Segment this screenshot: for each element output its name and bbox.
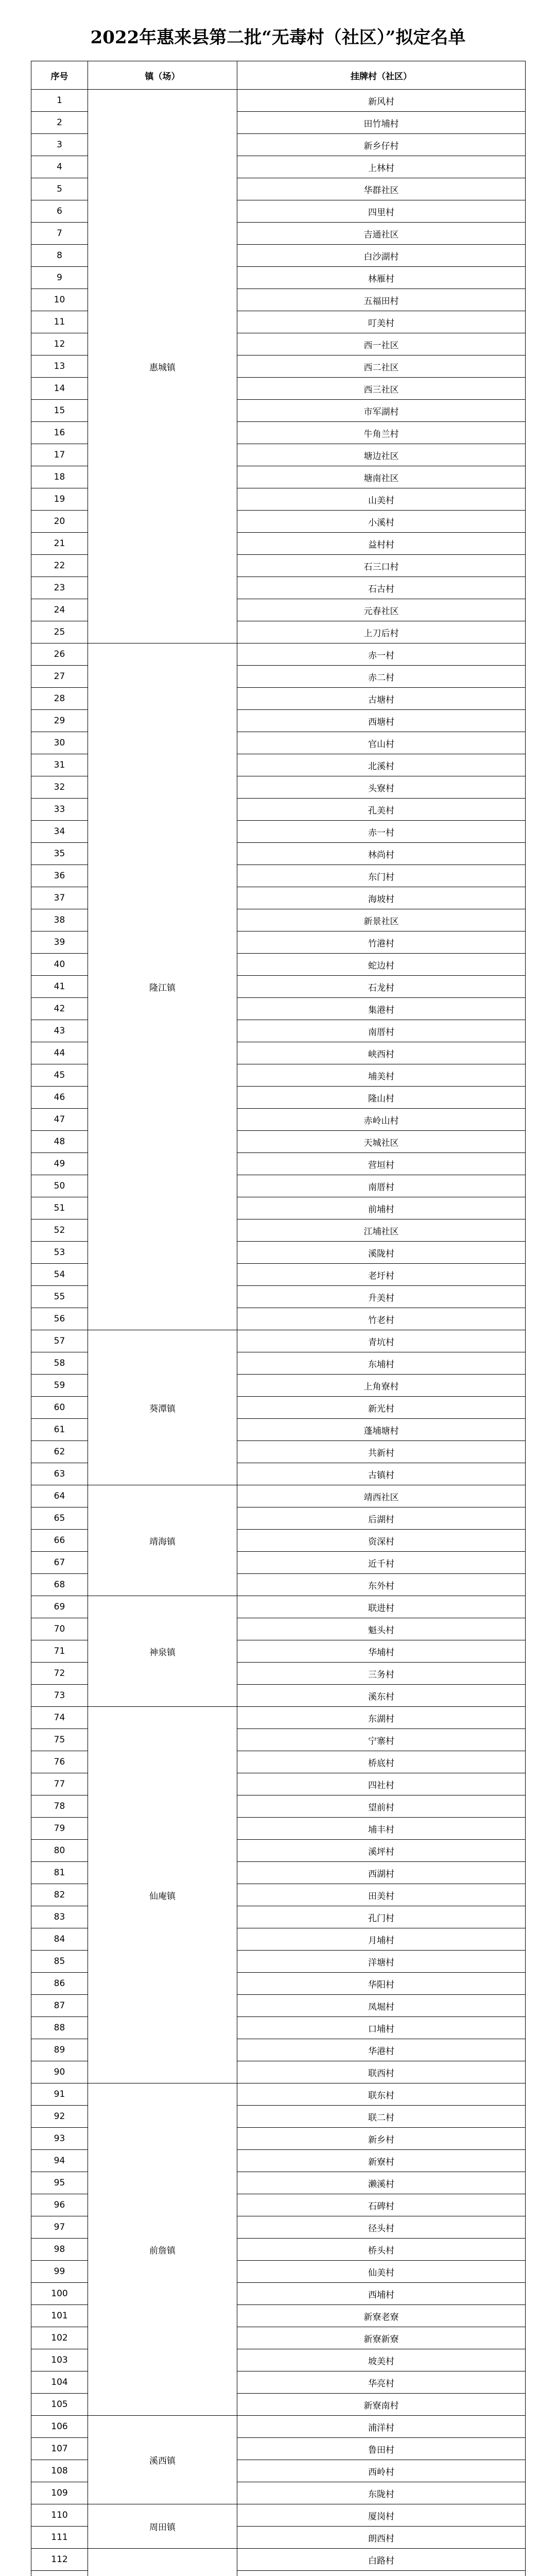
table-row: [31, 1485, 526, 1507]
row-number: 21: [31, 533, 88, 555]
village-cell: 西塘村: [237, 710, 526, 732]
row-number: 43: [31, 1020, 88, 1042]
row-number: 68: [31, 1574, 88, 1596]
village-cell: 华亮村: [237, 2371, 526, 2394]
row-number: 100: [31, 2283, 88, 2305]
village-cell: 桥头村: [237, 2239, 526, 2261]
row-number: 16: [31, 422, 88, 444]
row-number: 106: [31, 2416, 88, 2438]
village-cell: 营垣村: [237, 1153, 526, 1175]
row-number: 11: [31, 311, 88, 333]
village-cell: 坡美村: [237, 2349, 526, 2371]
village-cell: 塘南社区: [237, 466, 526, 488]
row-number: 38: [31, 909, 88, 931]
village-cell: 埔美村: [237, 1064, 526, 1087]
village-cell: 蛇边村: [237, 954, 526, 976]
row-number: 61: [31, 1419, 88, 1441]
row-number: 10: [31, 289, 88, 311]
village-cell: 仙美村: [237, 2261, 526, 2283]
village-cell: 林雁村: [237, 267, 526, 289]
row-number: 20: [31, 511, 88, 533]
village-cell: 峡西村: [237, 1042, 526, 1064]
row-number: 39: [31, 931, 88, 954]
row-number: 50: [31, 1175, 88, 1197]
row-number: 7: [31, 223, 88, 245]
village-cell: 三务村: [237, 1663, 526, 1685]
row-number: 66: [31, 1530, 88, 1552]
village-cell: 孔美村: [237, 799, 526, 821]
village-cell: 西岭村: [237, 2460, 526, 2482]
row-number: 3: [31, 134, 88, 156]
village-cell: 四社村: [237, 1773, 526, 1795]
village-cell: 青坑村: [237, 1330, 526, 1352]
village-cell: 鲁田村: [237, 2438, 526, 2460]
row-number: 18: [31, 466, 88, 488]
village-cell: 赤一村: [237, 643, 526, 666]
village-cell: 埔丰村: [237, 1818, 526, 1840]
row-number: 14: [31, 378, 88, 400]
row-number: 57: [31, 1330, 88, 1352]
table-body: [31, 90, 526, 2576]
row-number: 78: [31, 1795, 88, 1818]
village-cell: 老圩村: [237, 1264, 526, 1286]
row-number: 93: [31, 2128, 88, 2150]
village-cell: 石三口村: [237, 555, 526, 577]
row-number: 111: [31, 2527, 88, 2549]
row-number: 76: [31, 1751, 88, 1773]
row-number: 49: [31, 1153, 88, 1175]
row-number: 105: [31, 2394, 88, 2416]
table-header-row: [31, 61, 526, 90]
row-number: 110: [31, 2504, 88, 2527]
row-number: 46: [31, 1087, 88, 1109]
row-number: 36: [31, 865, 88, 887]
row-number: 12: [31, 333, 88, 355]
row-number: 112: [31, 2549, 88, 2571]
row-number: 89: [31, 2039, 88, 2061]
village-cell: 益村村: [237, 533, 526, 555]
table-row: [31, 2083, 526, 2106]
village-cell: 联东村: [237, 2083, 526, 2106]
village-cell: 白路村: [237, 2549, 526, 2571]
row-number: 54: [31, 1264, 88, 1286]
row-number: 91: [31, 2083, 88, 2106]
village-cell: 东门村: [237, 865, 526, 887]
row-number: 97: [31, 2216, 88, 2239]
row-number: 26: [31, 643, 88, 666]
town-cell: 前詹镇: [88, 2083, 237, 2416]
village-cell: 华港村: [237, 2039, 526, 2061]
table-row: [31, 90, 526, 112]
row-number: 27: [31, 666, 88, 688]
row-number: 80: [31, 1840, 88, 1862]
row-number: 25: [31, 621, 88, 643]
village-cell: 西湖村: [237, 1862, 526, 1884]
village-cell: 桥底村: [237, 1751, 526, 1773]
village-cell: 赤一村: [237, 821, 526, 843]
row-number: 94: [31, 2150, 88, 2172]
village-cell: 濑溪村: [237, 2172, 526, 2194]
town-cell: 靖海镇: [88, 1485, 237, 1596]
row-number: 19: [31, 488, 88, 511]
row-number: 59: [31, 1375, 88, 1397]
row-number: 33: [31, 799, 88, 821]
village-cell: 石古村: [237, 577, 526, 599]
table-row: [31, 2549, 526, 2571]
row-number: 60: [31, 1397, 88, 1419]
village-cell: 朗西村: [237, 2527, 526, 2549]
row-number: 40: [31, 954, 88, 976]
row-number: 71: [31, 1640, 88, 1663]
table-row: [31, 643, 526, 666]
village-cell: 厦岗村: [237, 2504, 526, 2527]
row-number: 34: [31, 821, 88, 843]
village-cell: 上角寮村: [237, 1375, 526, 1397]
row-number: 104: [31, 2371, 88, 2394]
header-town: 镇（场）: [88, 61, 237, 90]
row-number: 88: [31, 2017, 88, 2039]
row-number: 62: [31, 1441, 88, 1463]
village-cell: 西三社区: [237, 378, 526, 400]
row-number: 73: [31, 1685, 88, 1707]
village-cell: 林尚村: [237, 843, 526, 865]
village-cell: 华阳村: [237, 1973, 526, 1995]
row-number: 63: [31, 1463, 88, 1485]
row-number: 37: [31, 887, 88, 909]
village-cell: 凤堀村: [237, 1995, 526, 2017]
village-cell: 古塘村: [237, 688, 526, 710]
row-number: 79: [31, 1818, 88, 1840]
village-cell: 近千村: [237, 1552, 526, 1574]
row-number: 70: [31, 1618, 88, 1640]
row-number: 98: [31, 2239, 88, 2261]
village-cell: 田美村: [237, 1884, 526, 1906]
village-cell: 叮美村: [237, 311, 526, 333]
village-cell: 共新村: [237, 1441, 526, 1463]
village-cell: 四里村: [237, 200, 526, 223]
row-number: 96: [31, 2194, 88, 2216]
row-number: 22: [31, 555, 88, 577]
village-cell: 升美村: [237, 1286, 526, 1308]
village-cell: 西埔村: [237, 2283, 526, 2305]
village-cell: 新光村: [237, 1397, 526, 1419]
village-cell: 上刀后村: [237, 621, 526, 643]
row-number: 4: [31, 156, 88, 178]
row-number: 107: [31, 2438, 88, 2460]
row-number: 85: [31, 1951, 88, 1973]
village-cell: 南厝村: [237, 1020, 526, 1042]
village-cell: [237, 2571, 526, 2576]
row-number: 92: [31, 2106, 88, 2128]
town-cell: 惠城镇: [88, 90, 237, 643]
village-cell: 白沙湖村: [237, 245, 526, 267]
row-number: 74: [31, 1707, 88, 1729]
row-number: 47: [31, 1109, 88, 1131]
village-cell: 蓬埔塘村: [237, 1419, 526, 1441]
village-cell: 华埔村: [237, 1640, 526, 1663]
row-number: 44: [31, 1042, 88, 1064]
village-cell: 石碑村: [237, 2194, 526, 2216]
row-number: 58: [31, 1352, 88, 1375]
row-number: 95: [31, 2172, 88, 2194]
row-number: 83: [31, 1906, 88, 1928]
village-cell: 前埔村: [237, 1197, 526, 1219]
row-number: 90: [31, 2061, 88, 2083]
village-cell: 溪坪村: [237, 1840, 526, 1862]
village-cell: 西一社区: [237, 333, 526, 355]
village-cell: 东陇村: [237, 2482, 526, 2504]
village-list-table: [31, 61, 526, 2576]
row-number: 42: [31, 998, 88, 1020]
row-number: 72: [31, 1663, 88, 1685]
village-cell: 新寮村: [237, 2150, 526, 2172]
village-cell: 头寮村: [237, 776, 526, 799]
row-number: 13: [31, 355, 88, 378]
row-number: 99: [31, 2261, 88, 2283]
village-cell: 浦洋村: [237, 2416, 526, 2438]
row-number: 87: [31, 1995, 88, 2017]
row-number: 41: [31, 976, 88, 998]
row-number: 51: [31, 1197, 88, 1219]
village-cell: 石龙村: [237, 976, 526, 998]
header-village: 挂牌村（社区）: [237, 61, 526, 90]
row-number: 15: [31, 400, 88, 422]
row-number: [31, 2571, 88, 2576]
row-number: 9: [31, 267, 88, 289]
village-cell: 孔门村: [237, 1906, 526, 1928]
row-number: 69: [31, 1596, 88, 1618]
village-cell: 山美村: [237, 488, 526, 511]
village-cell: 东外村: [237, 1574, 526, 1596]
row-number: 67: [31, 1552, 88, 1574]
table-row: [31, 1707, 526, 1729]
row-number: 102: [31, 2327, 88, 2349]
row-number: 17: [31, 444, 88, 466]
village-cell: 塘边社区: [237, 444, 526, 466]
row-number: 52: [31, 1219, 88, 1242]
village-cell: 古镇村: [237, 1463, 526, 1485]
village-cell: 溪东村: [237, 1685, 526, 1707]
row-number: 31: [31, 754, 88, 776]
village-cell: 西二社区: [237, 355, 526, 378]
table-row: [31, 1330, 526, 1352]
village-cell: 竹老村: [237, 1308, 526, 1330]
village-cell: 新寮新寮: [237, 2327, 526, 2349]
row-number: 81: [31, 1862, 88, 1884]
village-cell: 竹港村: [237, 931, 526, 954]
village-cell: 资深村: [237, 1530, 526, 1552]
village-cell: 赤二村: [237, 666, 526, 688]
village-cell: 吉通社区: [237, 223, 526, 245]
village-cell: 小溪村: [237, 511, 526, 533]
header-no: 序号: [31, 61, 88, 90]
town-cell: 葵潭镇: [88, 1330, 237, 1485]
village-cell: 华群社区: [237, 178, 526, 200]
village-cell: 口埔村: [237, 2017, 526, 2039]
town-cell: 仙庵镇: [88, 1707, 237, 2083]
row-number: 29: [31, 710, 88, 732]
row-number: 64: [31, 1485, 88, 1507]
village-cell: 魁头村: [237, 1618, 526, 1640]
village-cell: 靖西社区: [237, 1485, 526, 1507]
village-cell: 新景社区: [237, 909, 526, 931]
town-cell: 神泉镇: [88, 1596, 237, 1707]
row-number: 53: [31, 1242, 88, 1264]
village-cell: 联西村: [237, 2061, 526, 2083]
row-number: 82: [31, 1884, 88, 1906]
town-cell: 隆江镇: [88, 643, 237, 1330]
village-cell: 赤岭山村: [237, 1109, 526, 1131]
row-number: 6: [31, 200, 88, 223]
village-cell: 天城社区: [237, 1131, 526, 1153]
row-number: 75: [31, 1729, 88, 1751]
table-row: [31, 2416, 526, 2438]
village-cell: 江埔社区: [237, 1219, 526, 1242]
row-number: 5: [31, 178, 88, 200]
row-number: 1: [31, 90, 88, 112]
village-cell: 洋塘村: [237, 1951, 526, 1973]
row-number: 77: [31, 1773, 88, 1795]
table-row: [31, 1596, 526, 1618]
village-cell: 元春社区: [237, 599, 526, 621]
document-title: 2022年惠来县第二批“无毒村（社区）”拟定名单: [90, 27, 466, 48]
village-cell: 新乡仔村: [237, 134, 526, 156]
village-cell: 官山村: [237, 732, 526, 754]
row-number: 35: [31, 843, 88, 865]
village-cell: 牛角兰村: [237, 422, 526, 444]
village-cell: 溪陇村: [237, 1242, 526, 1264]
village-cell: 东埔村: [237, 1352, 526, 1375]
village-cell: 隆山村: [237, 1087, 526, 1109]
row-number: 109: [31, 2482, 88, 2504]
village-cell: 联进村: [237, 1596, 526, 1618]
village-cell: 上林村: [237, 156, 526, 178]
town-cell: 溪西镇: [88, 2416, 237, 2504]
village-cell: 市军湖村: [237, 400, 526, 422]
village-cell: 新乡村: [237, 2128, 526, 2150]
village-cell: 田竹埔村: [237, 112, 526, 134]
row-number: 32: [31, 776, 88, 799]
village-cell: 望前村: [237, 1795, 526, 1818]
village-cell: 东湖村: [237, 1707, 526, 1729]
village-cell: 宁寨村: [237, 1729, 526, 1751]
row-number: 84: [31, 1928, 88, 1951]
table-row: [31, 2504, 526, 2527]
row-number: 2: [31, 112, 88, 134]
village-cell: 月埔村: [237, 1928, 526, 1951]
village-cell: 新寮老寮: [237, 2305, 526, 2327]
row-number: 28: [31, 688, 88, 710]
village-cell: 集港村: [237, 998, 526, 1020]
row-number: 55: [31, 1286, 88, 1308]
town-cell: 周田镇: [88, 2504, 237, 2549]
row-number: 24: [31, 599, 88, 621]
town-cell: [88, 2549, 237, 2576]
village-cell: 南厝村: [237, 1175, 526, 1197]
row-number: 23: [31, 577, 88, 599]
row-number: 30: [31, 732, 88, 754]
village-cell: 海坡村: [237, 887, 526, 909]
row-number: 108: [31, 2460, 88, 2482]
village-cell: 五福田村: [237, 289, 526, 311]
row-number: 101: [31, 2305, 88, 2327]
row-number: 8: [31, 245, 88, 267]
row-number: 48: [31, 1131, 88, 1153]
village-cell: 新风村: [237, 90, 526, 112]
village-cell: 后湖村: [237, 1507, 526, 1530]
row-number: 86: [31, 1973, 88, 1995]
row-number: 56: [31, 1308, 88, 1330]
row-number: 103: [31, 2349, 88, 2371]
row-number: 45: [31, 1064, 88, 1087]
village-cell: 径头村: [237, 2216, 526, 2239]
row-number: 65: [31, 1507, 88, 1530]
village-cell: 联二村: [237, 2106, 526, 2128]
village-cell: 新寮南村: [237, 2394, 526, 2416]
village-cell: 北溪村: [237, 754, 526, 776]
